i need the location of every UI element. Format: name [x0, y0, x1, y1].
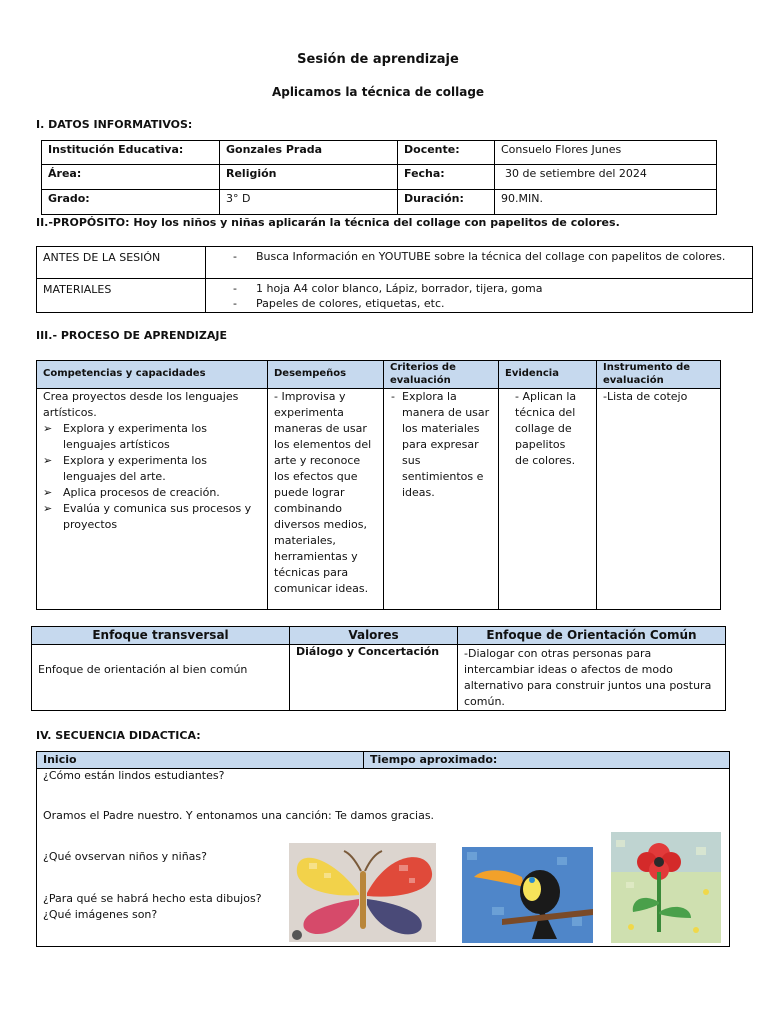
institucion-value: Gonzales Prada	[219, 140, 398, 165]
enfoque-header-transversal: Enfoque transversal	[31, 626, 290, 645]
datos-heading: I. DATOS INFORMATIVOS:	[36, 118, 193, 131]
docente-value: Consuelo Flores Junes	[494, 140, 717, 165]
enfoque-transversal-cell: Enfoque de orientación al bien común	[31, 644, 290, 711]
proposito-text: II.-PROPÓSITO: Hoy los niños y niñas aplicarán la técnica del collage con papelitos de colores.	[36, 216, 620, 229]
inicio-line: ¿Para qué se habrá hecho esta dibujos? ¿Qué imágenes son?	[43, 892, 262, 921]
fecha-label: Fecha:	[397, 164, 495, 190]
competencias-cell	[36, 388, 268, 610]
tiempo-header: Tiempo aproximado:	[363, 751, 730, 769]
area-label: Área:	[41, 164, 220, 190]
antes-cell	[205, 246, 753, 279]
criterio-dash: -	[391, 390, 395, 403]
page-subtitle: Aplicamos la técnica de collage	[271, 85, 485, 99]
criterio-text: Explora la manera de usar los materiales para expresar sus sentimientos e ideas.	[402, 390, 490, 499]
materiales-cell	[205, 278, 753, 313]
inicio-line: Oramos el Padre nuestro. Y entonamos una canción: Te damos gracias.	[43, 809, 435, 822]
competencia-text: Crea proyectos desde los lenguajes artísticos.	[43, 390, 239, 419]
toucan-collage-image	[462, 847, 593, 943]
capacidad-item: ➢ Aplica procesos de creación.	[43, 486, 220, 499]
enfoque-orientacion-cell: -Dialogar con otras personas para intercambiar ideas o afectos de modo alternativo para construir juntos una postura común.	[457, 644, 726, 711]
capacidad-item: ➢ Explora y experimenta los lenguajes artísticos	[43, 422, 207, 451]
materiales-item: 1 hoja A4 color blanco, Lápiz, borrador, tijera, goma	[256, 282, 543, 295]
docente-label: Docente:	[397, 140, 495, 165]
materiales-dash: -	[233, 297, 237, 310]
arrow-bullet-icon: ➢	[43, 502, 53, 515]
arrow-bullet-icon: ➢	[43, 454, 53, 467]
proceso-header-instrumento: Instrumento de evaluación	[596, 360, 721, 389]
antes-dash: -	[233, 250, 237, 263]
inicio-content	[36, 768, 730, 947]
arrow-bullet-icon: ➢	[43, 422, 53, 435]
proceso-header-criterios: Criterios de evaluación	[383, 360, 499, 389]
criterio-cell	[383, 388, 499, 610]
capacidades-list	[43, 421, 261, 533]
enfoque-header-valores: Valores	[289, 626, 458, 645]
desempeno-cell: - Improvisa y experimenta maneras de usar los elementos del arte y reconoce los efectos que puede lograr combinando diversos medios, materiales, herramientas y técnicas para comunicar ideas.	[267, 388, 384, 610]
inicio-header: Inicio	[36, 751, 364, 769]
fecha-value: 30 de setiembre del 2024	[494, 164, 717, 190]
secuencia-heading: IV. SECUENCIA DIDACTICA:	[36, 729, 201, 742]
area-value: Religión	[219, 164, 398, 190]
inicio-line: ¿Qué ovservan niños y niñas?	[43, 850, 207, 863]
inicio-line: ¿Cómo están lindos estudiantes?	[43, 769, 225, 782]
materiales-label: MATERIALES	[36, 278, 206, 313]
enfoque-header-orientacion: Enfoque de Orientación Común	[457, 626, 726, 645]
antes-text: Busca Información en YOUTUBE sobre la técnica del collage con papelitos de colores.	[256, 250, 726, 263]
grado-value: 3° D	[219, 189, 398, 215]
grado-label: Grado:	[41, 189, 220, 215]
flower-collage-image	[611, 832, 721, 943]
proceso-header-competencias: Competencias y capacidades	[36, 360, 268, 389]
materiales-dash: -	[233, 282, 237, 295]
materiales-item: Papeles de colores, etiquetas, etc.	[256, 297, 445, 310]
instrumento-cell: -Lista de cotejo	[596, 388, 721, 610]
proceso-header-evidencia: Evidencia	[498, 360, 597, 389]
evidencia-cell: - Aplican la técnica del collage de papelitos de colores.	[498, 388, 597, 610]
antes-label: ANTES DE LA SESIÓN	[36, 246, 206, 279]
institucion-label: Institución Educativa:	[41, 140, 220, 165]
butterfly-collage-image	[289, 843, 436, 942]
arrow-bullet-icon: ➢	[43, 486, 53, 499]
enfoque-valores-cell: Diálogo y Concertación	[289, 644, 458, 711]
proceso-header-desempenos: Desempeños	[267, 360, 384, 389]
proceso-heading: III.- PROCESO DE APRENDIZAJE	[36, 329, 227, 342]
capacidad-item: ➢ Explora y experimenta los lenguajes del arte.	[43, 454, 207, 483]
duracion-value: 90.MIN.	[494, 189, 717, 215]
page-title: Sesión de aprendizaje	[297, 52, 459, 67]
duracion-label: Duración:	[397, 189, 495, 215]
capacidad-item: ➢ Evalúa y comunica sus procesos y proyectos	[43, 502, 252, 531]
